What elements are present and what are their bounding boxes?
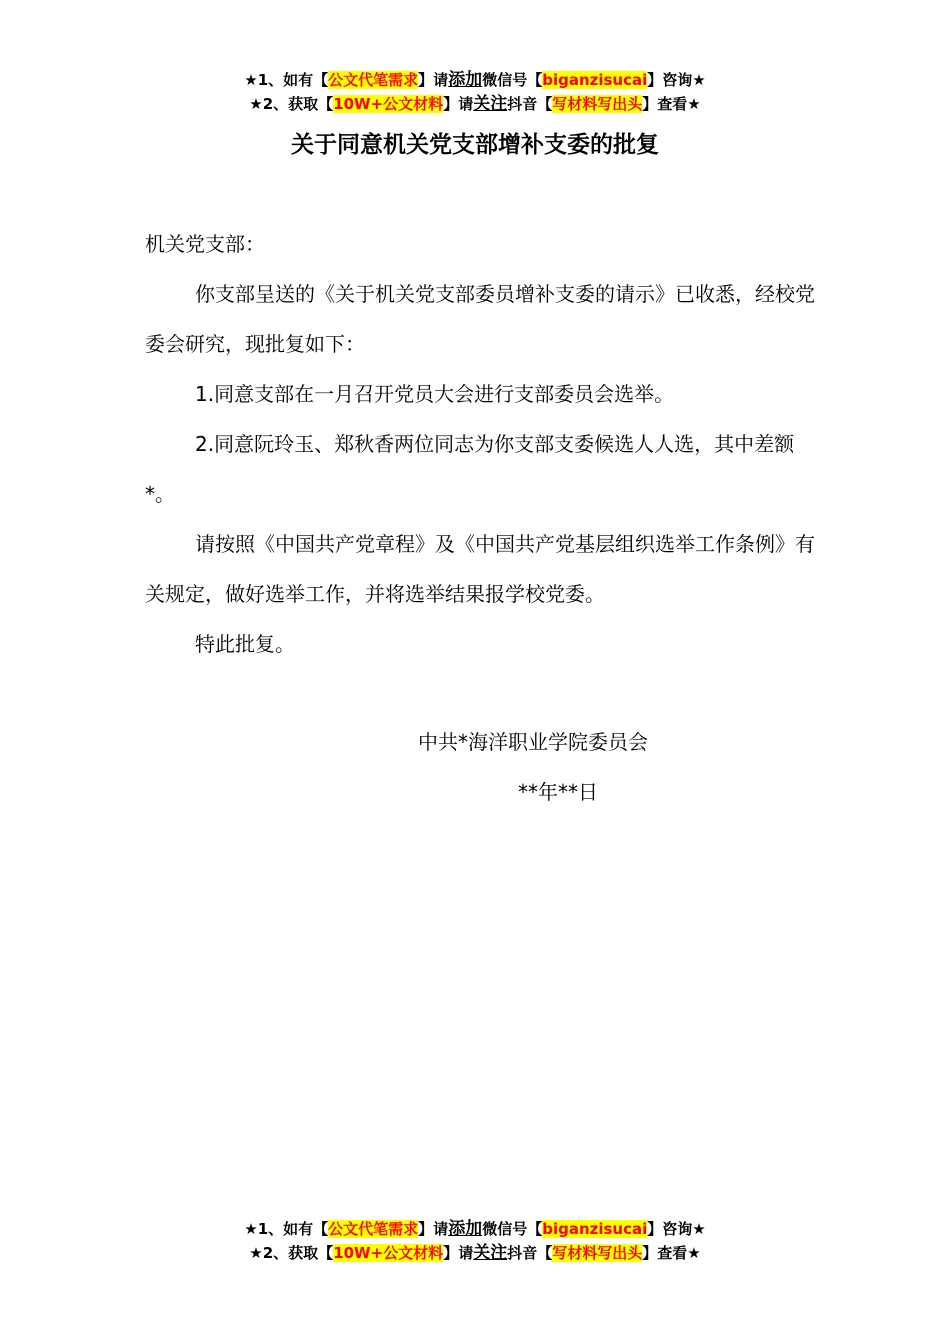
promo-underlined: 添加 xyxy=(448,1219,483,1239)
paragraph: 你支部呈送的《关于机关党支部委员增补支委的请示》已收悉，经校党委会研究，现批复如下： xyxy=(145,282,815,356)
signature-date: **年**日 xyxy=(518,780,598,804)
signature-organization: 中共*海洋职业学院委员会 xyxy=(418,730,648,754)
promo-text: 微信号【 xyxy=(482,1220,543,1238)
promo-underlined: 添加 xyxy=(448,70,483,90)
promo-text: 微信号【 xyxy=(482,71,543,89)
promo-text: 】请 xyxy=(443,95,474,113)
promo-underlined: 关注 xyxy=(473,1243,508,1263)
douyin-id-highlight: 写材料写出头 xyxy=(552,1244,643,1262)
document-title: 关于同意机关党支部增补支委的批复 xyxy=(291,132,659,158)
promo-line-2 xyxy=(0,1241,950,1265)
promo-highlight: 10W+公文材料 xyxy=(333,95,444,113)
promo-highlight: 公文代笔需求 xyxy=(328,71,419,89)
promo-line-1 xyxy=(0,68,950,92)
promo-text: ★1、如有【 xyxy=(244,1220,329,1238)
paragraph: 请按照《中国共产党章程》及《中国共产党基层组织选举工作条例》有关规定，做好选举工作，并将选举结果报学校党委。 xyxy=(145,532,815,606)
promo-text: ★2、获取【 xyxy=(249,1244,334,1262)
salutation: 机关党支部： xyxy=(145,232,265,256)
header-promo-banner xyxy=(0,68,950,116)
promo-text: 】咨询★ xyxy=(647,1220,706,1238)
douyin-id-highlight: 写材料写出头 xyxy=(552,95,643,113)
footer-promo-banner xyxy=(0,1217,950,1265)
promo-text: ★2、获取【 xyxy=(249,95,334,113)
wechat-id-highlight: biganzisucai xyxy=(542,1220,648,1238)
closing-line: 特此批复。 xyxy=(195,632,295,656)
promo-text: 】查看★ xyxy=(642,1244,701,1262)
paragraph: 1.同意支部在一月召开党员大会进行支部委员会选举。 xyxy=(195,382,675,406)
promo-text: 抖音【 xyxy=(507,95,553,113)
promo-text: 】请 xyxy=(418,1220,449,1238)
promo-underlined: 关注 xyxy=(473,94,508,114)
document-body xyxy=(145,219,815,669)
promo-text: 】查看★ xyxy=(642,95,701,113)
promo-highlight: 10W+公文材料 xyxy=(333,1244,444,1262)
promo-text: 抖音【 xyxy=(507,1244,553,1262)
promo-text: 】请 xyxy=(443,1244,474,1262)
promo-line-2 xyxy=(0,92,950,116)
paragraph: 2.同意阮玲玉、郑秋香两位同志为你支部支委候选人人选，其中差额*。 xyxy=(145,432,795,506)
promo-line-1 xyxy=(0,1217,950,1241)
promo-text: 】咨询★ xyxy=(647,71,706,89)
promo-highlight: 公文代笔需求 xyxy=(328,1220,419,1238)
promo-text: 】请 xyxy=(418,71,449,89)
wechat-id-highlight: biganzisucai xyxy=(542,71,648,89)
promo-text: ★1、如有【 xyxy=(244,71,329,89)
